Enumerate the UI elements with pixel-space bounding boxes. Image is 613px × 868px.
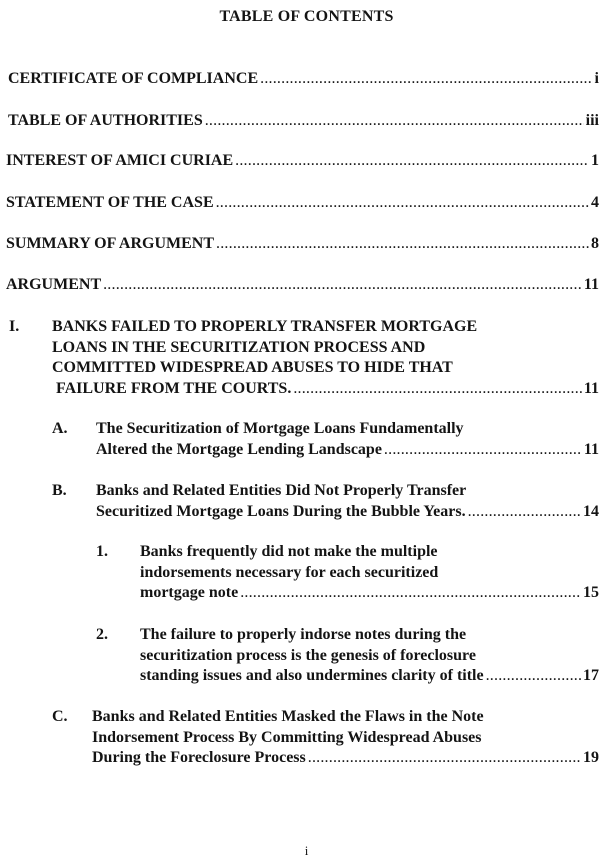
dot-leader xyxy=(308,749,581,767)
toc-entry-text: standing issues and also undermines clarity of title xyxy=(140,667,484,684)
toc-entry-text: Banks and Related Entities Masked the Flaws in the Note xyxy=(92,708,484,725)
toc-entry-section-b2 xyxy=(140,626,599,688)
toc-entry-text: Indorsement Process By Committing Widespread Abuses xyxy=(92,728,482,746)
section-number: 1. xyxy=(96,543,108,560)
toc-entry-text: STATEMENT OF THE CASE xyxy=(6,194,214,211)
toc-entry-section-b1 xyxy=(140,543,599,605)
toc-entry-text: TABLE OF AUTHORITIES xyxy=(8,112,203,129)
toc-page-number: 15 xyxy=(583,584,599,601)
toc-page-number: 11 xyxy=(583,276,599,293)
toc-page-number: 11 xyxy=(583,379,599,397)
toc-entry-summary xyxy=(6,235,599,256)
toc-entry-text: Banks frequently did not make the multiple xyxy=(140,543,438,560)
section-number: I. xyxy=(9,318,20,335)
footer-page-number: i xyxy=(304,843,309,858)
toc-entry-statement xyxy=(6,194,599,215)
toc-entry-interest xyxy=(6,152,599,173)
toc-page-number: iii xyxy=(585,112,599,129)
toc-entry-text: ARGUMENT xyxy=(6,276,102,293)
dot-leader xyxy=(216,235,589,253)
section-number: A. xyxy=(52,420,68,437)
toc-entry-text: Altered the Mortgage Lending Landscape xyxy=(96,440,382,458)
toc-entry-text: Securitized Mortgage Loans During the Bubble Years. xyxy=(96,502,466,520)
toc-entry-authorities xyxy=(8,112,599,133)
dot-leader xyxy=(103,276,582,294)
toc-page-number: i xyxy=(594,70,599,87)
toc-entry-text: During the Foreclosure Process xyxy=(92,749,306,766)
toc-entry-section-c xyxy=(92,708,599,770)
toc-entry-section-a xyxy=(96,420,599,461)
toc-entry-text: SUMMARY OF ARGUMENT xyxy=(6,235,215,252)
toc-entry-text: INTEREST OF AMICI CURIAE xyxy=(6,152,234,169)
dot-leader xyxy=(468,503,581,521)
dot-leader xyxy=(293,380,582,398)
toc-entry-text: The Securitization of Mortgage Loans Fundamentally xyxy=(96,420,464,437)
toc-entry-text: Banks and Related Entities Did Not Properly Transfer xyxy=(96,482,467,499)
section-number: 2. xyxy=(96,626,108,643)
toc-entry-text: The failure to properly indorse notes during the xyxy=(140,626,467,643)
section-number: B. xyxy=(52,482,67,499)
toc-entry-text: securitization process is the genesis of foreclosure xyxy=(140,646,476,664)
dot-leader xyxy=(486,667,581,685)
toc-page-number: 8 xyxy=(591,235,599,252)
toc-entry-text: CERTIFICATE OF COMPLIANCE xyxy=(8,70,259,87)
toc-entry-section-b xyxy=(96,482,599,523)
toc-page-number: 17 xyxy=(583,667,599,684)
dot-leader xyxy=(240,584,581,602)
dot-leader xyxy=(216,194,589,212)
page-title: TABLE OF CONTENTS xyxy=(219,8,394,25)
toc-page-number: 4 xyxy=(591,194,599,211)
dot-leader xyxy=(235,152,589,170)
toc-entry-text: BANKS FAILED TO PROPERLY TRANSFER MORTGAGE xyxy=(52,318,478,335)
dot-leader xyxy=(205,112,584,130)
toc-entry-text: COMMITTED WIDESPREAD ABUSES TO HIDE THAT xyxy=(52,359,453,376)
toc-page-number: 1 xyxy=(591,152,599,169)
toc-entry-text: FAILURE FROM THE COURTS. xyxy=(56,379,292,397)
toc-entry-text: LOANS IN THE SECURITIZATION PROCESS AND xyxy=(52,338,426,356)
toc-page-number: 14 xyxy=(583,502,599,520)
toc-entry-certificate xyxy=(8,70,599,91)
section-number: C. xyxy=(52,708,68,725)
dot-leader xyxy=(260,70,592,88)
toc-page-number: 11 xyxy=(583,440,599,458)
dot-leader xyxy=(384,441,582,459)
toc-entry-argument xyxy=(6,276,599,297)
toc-entry-text: mortgage note xyxy=(140,584,239,601)
toc-entry-section-i xyxy=(52,318,599,400)
toc-entry-text: indorsements necessary for each securitized xyxy=(140,563,439,581)
toc-page-number: 19 xyxy=(583,749,599,766)
